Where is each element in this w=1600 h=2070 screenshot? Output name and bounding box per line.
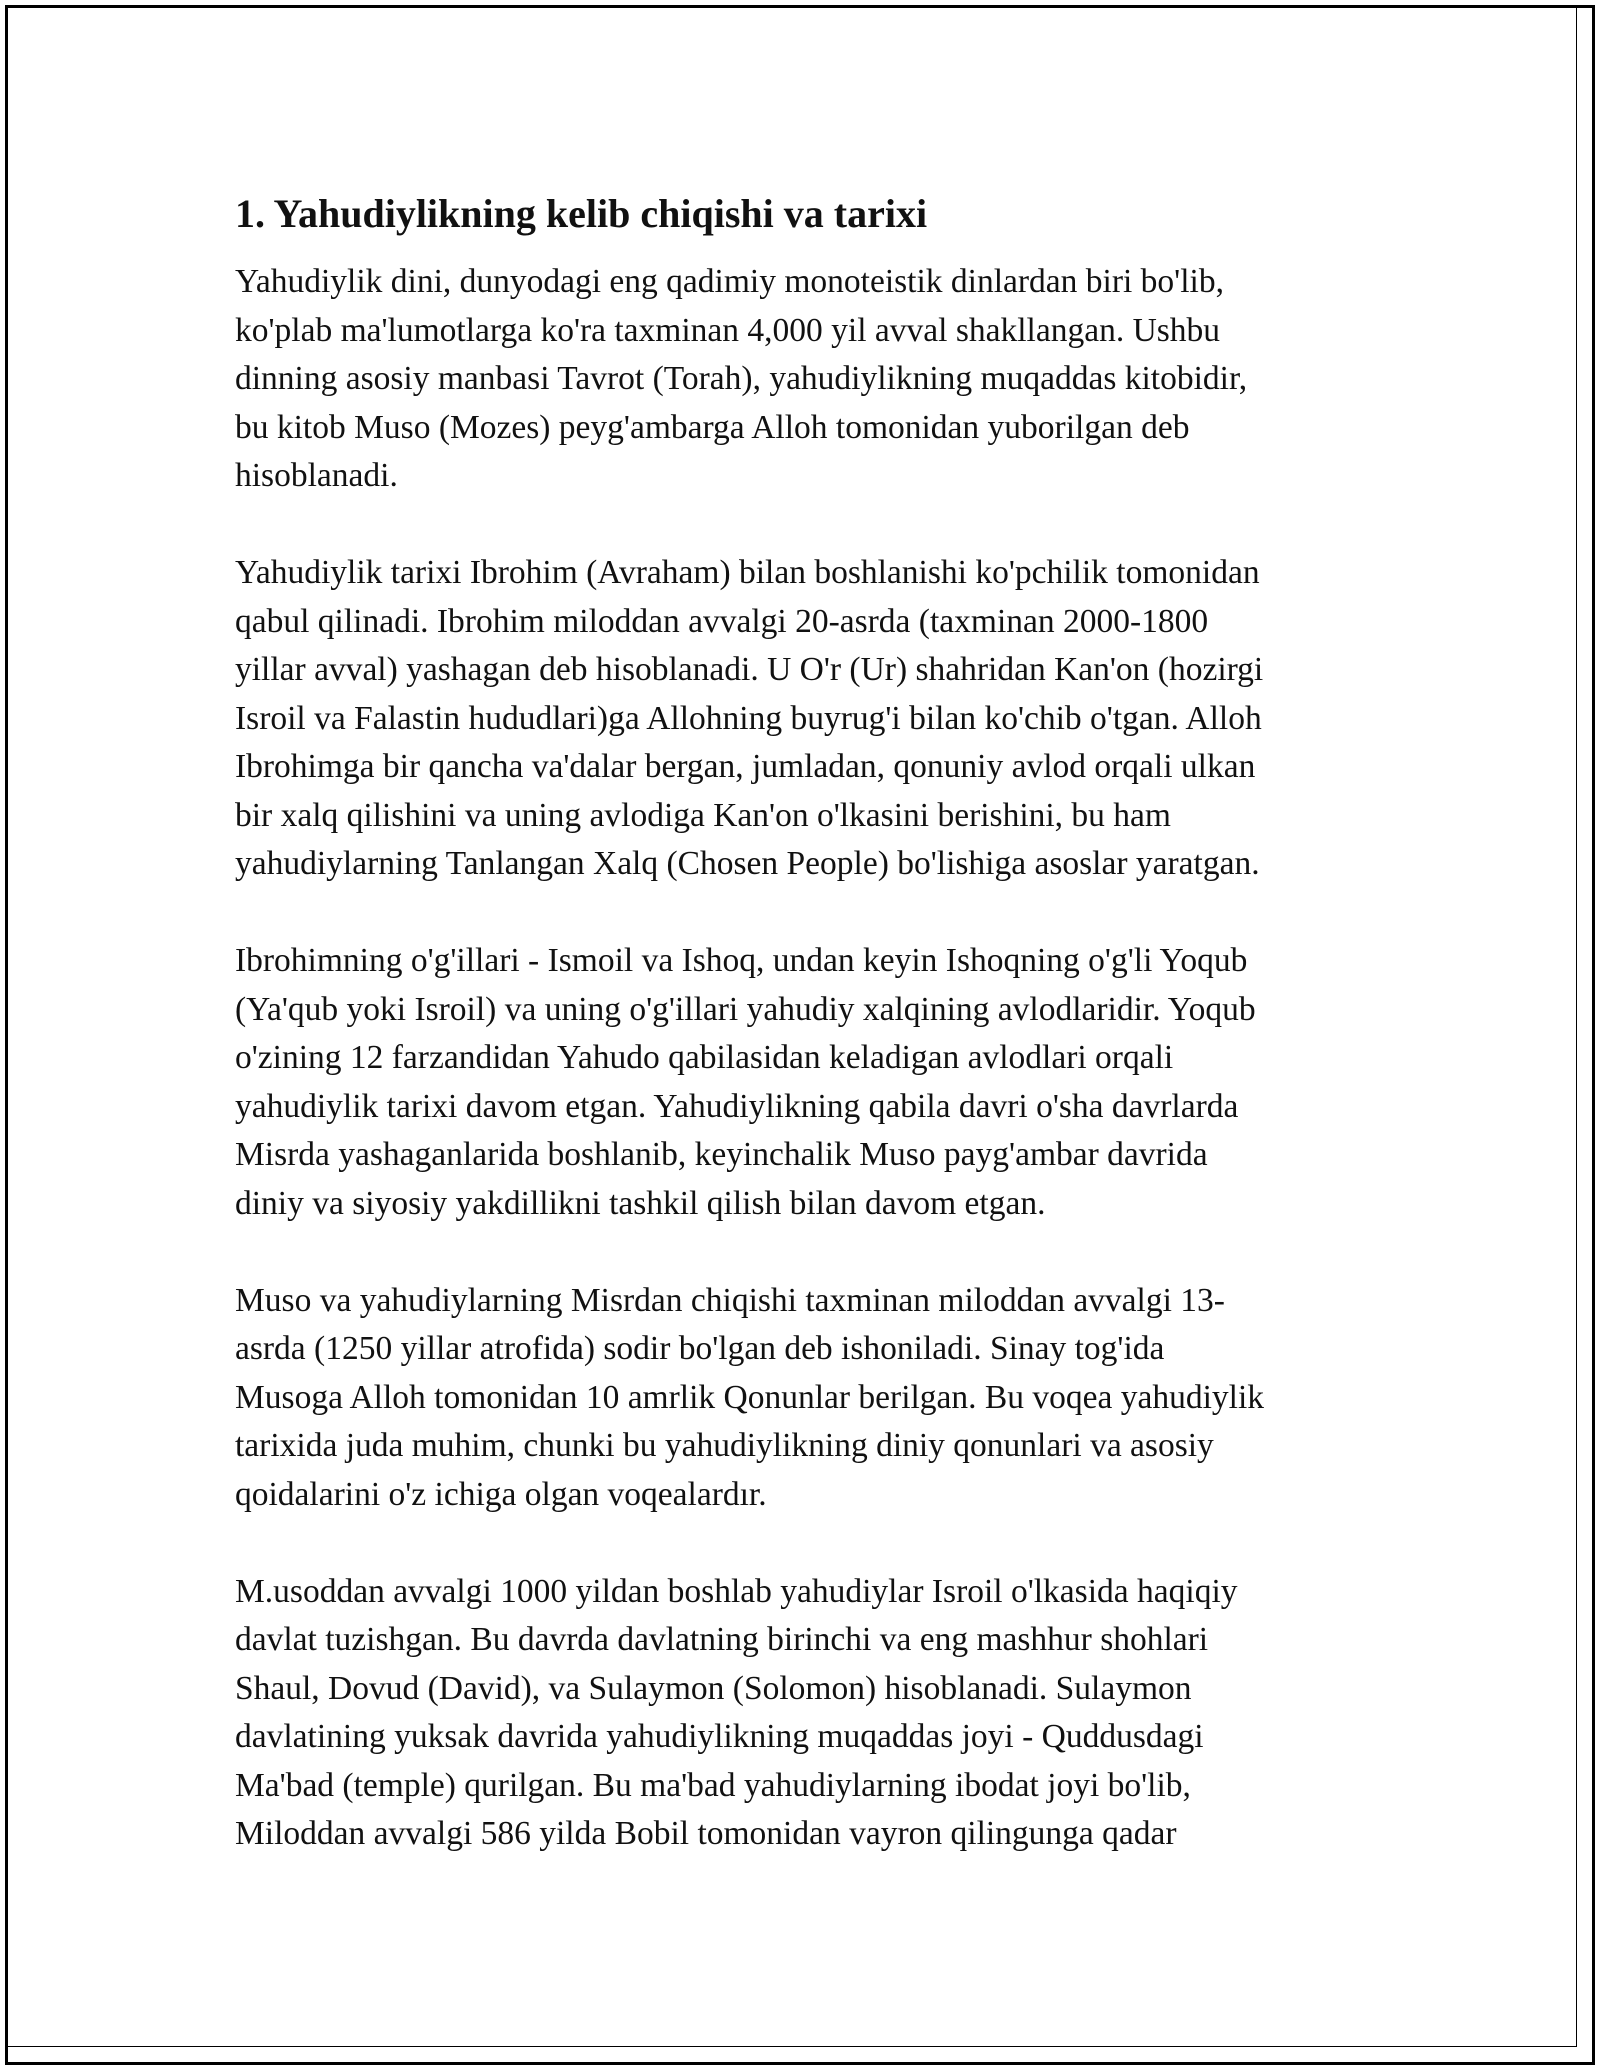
section-heading: 1. Yahudiylikning kelib chiqishi va tarixi [235, 191, 928, 236]
paragraph-line: Miloddan avvalgi 586 yilda Bobil tomonidan vayron qilingunga qadar [235, 1815, 1177, 1852]
paragraph-line: Musoga Alloh tomonidan 10 amrlik Qonunlar berilgan. Bu voqea yahudiylik [235, 1378, 1265, 1416]
paragraph-line: Ibrohimning o'g'illari - Ismoil va Ishoq, undan keyin Ishoqning o'g'li Yoqub [235, 942, 1248, 979]
paragraph-line: tarixida juda muhim, chunki bu yahudiylikning diniy qonunlari va asosiy [235, 1427, 1214, 1464]
paragraph-line: Ma'bad (temple) qurilgan. Bu ma'bad yahudiylarning ibodat joyi bo'lib, [235, 1766, 1191, 1804]
paragraph-line: yahudiylarning Tanlangan Xalq (Chosen People) bo'lishiga asoslar yaratgan. [235, 845, 1260, 882]
paragraph [235, 258, 1385, 501]
paragraph-line: bu kitob Muso (Mozes) peyg'ambarga Alloh tomonidan yuborilgan deb [235, 408, 1190, 446]
paragraph-line: M.usoddan avvalgi 1000 yildan boshlab yahudiylar Isroil o'lkasida haqiqiy [235, 1572, 1238, 1610]
paragraph-line: diniy va siyosiy yakdillikni tashkil qilish bilan davom etgan. [235, 1184, 1046, 1222]
paragraph-line: Isroil va Falastin hududlari)ga Allohning buyrug'i bilan ko'chib o'tgan. Alloh [235, 699, 1262, 737]
paragraph-line: Yahudiylik dini, dunyodagi eng qadimiy monoteistik dinlardan biri bo'lib, [235, 263, 1224, 300]
paragraph [235, 1568, 1385, 1859]
paragraph [235, 549, 1385, 889]
paragraph-line: (Ya'qub yoki Isroil) va uning o'g'illari yahudiy xalqining avlodlaridir. Yoqub [235, 990, 1256, 1028]
paragraph-line: Shaul, Dovud (David), va Sulaymon (Solomon) hisoblanadi. Sulaymon [235, 1669, 1192, 1707]
paragraph-line: asrda (1250 yillar atrofida) sodir bo'lgan deb ishoniladi. Sinay tog'ida [235, 1330, 1165, 1367]
paragraph-line: qabul qilinadi. Ibrohim miloddan avvalgi 20-asrda (taxminan 2000-1800 [235, 602, 1209, 640]
paragraph-line: yillar avval) yashagan deb hisoblanadi. U O'r (Ur) shahridan Kan'on (hozirgi [235, 651, 1264, 688]
paragraph [235, 937, 1385, 1228]
paragraph-line: davlatining yuksak davrida yahudiylikning muqaddas joyi - Quddusdagi [235, 1718, 1204, 1755]
paragraph-line: bir xalq qilishini va uning avlodiga Kan'on o'lkasini berishini, bu ham [235, 796, 1171, 834]
paragraph-line: davlat tuzishgan. Bu davrda davlatning birinchi va eng mashhur shohlari [235, 1621, 1209, 1658]
paragraph-line: Misrda yashaganlarida boshlanib, keyinchalik Muso payg'ambar davrida [235, 1136, 1208, 1173]
paragraph-line: qoidalarini o'z ichiga olgan voqealardır. [235, 1475, 767, 1513]
paragraph-line: ko'plab ma'lumotlarga ko'ra taxminan 4,000 yil avval shakllangan. Ushbu [235, 311, 1221, 349]
document-body [235, 188, 1385, 1907]
paragraph [235, 1277, 1385, 1520]
paragraph-line: Ibrohimga bir qancha va'dalar bergan, jumladan, qonuniy avlod orqali ulkan [235, 748, 1256, 785]
paragraph-line: Muso va yahudiylarning Misrdan chiqishi taxminan miloddan avvalgi 13- [235, 1281, 1225, 1319]
paragraph-line: yahudiylik tarixi davom etgan. Yahudiylikning qabila davri o'sha davrlarda [235, 1087, 1239, 1125]
paragraph-list [235, 258, 1385, 1859]
paragraph-line: dinning asosiy manbasi Tavrot (Torah), yahudiylikning muqaddas kitobidir, [235, 360, 1248, 397]
paragraph-line: o'zining 12 farzandidan Yahudo qabilasidan keladigan avlodlari orqali [235, 1039, 1174, 1076]
paragraph-line: hisoblanadi. [235, 457, 398, 494]
paragraph-line: Yahudiylik tarixi Ibrohim (Avraham) bilan boshlanishi ko'pchilik tomonidan [235, 554, 1260, 591]
